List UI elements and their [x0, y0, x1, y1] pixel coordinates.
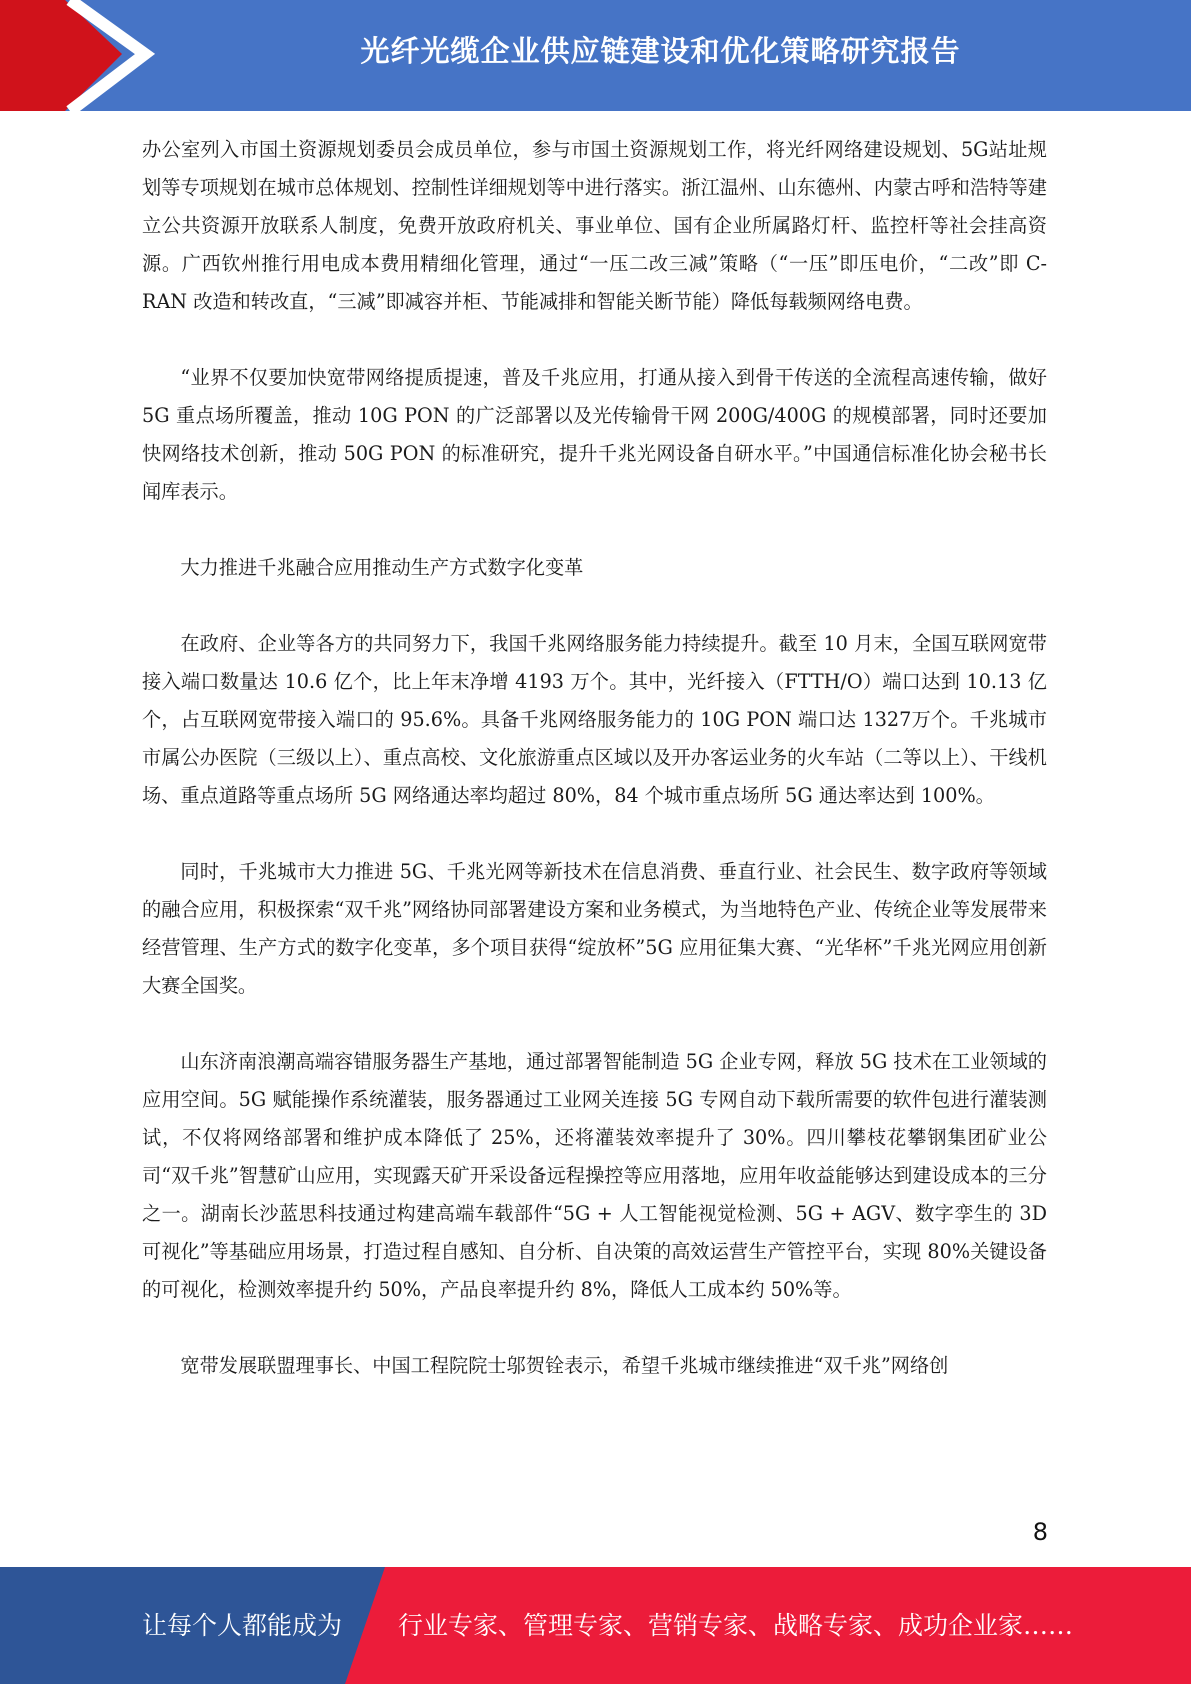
section-heading: 大力推进千兆融合应用推动生产方式数字化变革: [180, 556, 584, 579]
paragraph-quote: “业界不仅要加快宽带网络提质提速，普及千兆应用，打通从接入到骨干传送的全流程高速传输，做好 5G 重点场所覆盖，推动 10G PON 的广泛部署以及光传输骨干网 200G/400G 的规模部署，同时还要加快网络技术创新，推动 50G PON 的标准研究，提升千兆光网设备自研水平。”中国通信标准化协会秘书长闻库表示。: [142, 366, 1047, 503]
page-header: [0, 0, 1191, 111]
footer-slogan-right: 行业专家、管理专家、营销专家、战略专家、成功企业家……: [398, 1611, 1074, 1640]
paragraph-statistics: 在政府、企业等各方的共同努力下，我国千兆网络服务能力持续提升。截至 10 月末，全国互联网宽带接入端口数量达 10.6 亿个，比上年末净增 4193 万个。其中，光纤接入（FTTH/O）端口达到 10.13 亿个，占互联网宽带接入端口的 95.6%。具备千兆网络服务能力的 10G PON 端口达 1327万个。千兆城市市属公办医院（三级以上）、重点高校、文化旅游重点区域以及开办客运业务的火车站（二等以上）、干线机场、重点道路等重点场所 5G 网络通达率均超过 80%，84 个城市重点场所 5G 通达率达到 100%。: [142, 632, 1047, 807]
page-number: 8: [1032, 1518, 1048, 1546]
paragraph-case-studies: 山东济南浪潮高端容错服务器生产基地，通过部署智能制造 5G 企业专网，释放 5G 技术在工业领域的应用空间。5G 赋能操作系统灌装，服务器通过工业网关连接 5G 专网自动下载所需要的软件包进行灌装测试，不仅将网络部署和维护成本降低了 25%，还将灌装效率提升了 30%。四川攀枝花攀钢集团矿业公司“双千兆”智慧矿山应用，实现露天矿开采设备远程操控等应用落地，应用年收益能够达到建设成本的三分之一。湖南长沙蓝思科技通过构建高端车载部件“5G + 人工智能视觉检测、5G + AGV、数字孪生的 3D 可视化”等基础应用场景，打造过程自感知、自分析、自决策的高效运营生产管控平台，实现 80%关键设备的可视化，检测效率提升约 50%，产品良率提升约 8%，降低人工成本约 50%等。: [142, 1050, 1047, 1301]
document-body: [142, 131, 1047, 1423]
paragraph-continuation: 办公室列入市国土资源规划委员会成员单位，参与市国土资源规划工作，将光纤网络建设规划、5G站址规划等专项规划在城市总体规划、控制性详细规划等中进行落实。浙江温州、山东德州、内蒙古呼和浩特等建立公共资源开放联系人制度，免费开放政府机关、事业单位、国有企业所属路灯杆、监控杆等社会挂高资源。广西钦州推行用电成本费用精细化管理，通过“一压二改三减”策略（“一压”即压电价，“二改”即 C-RAN 改造和转改直，“三减”即减容并柜、节能减排和智能关断节能）降低每载频网络电费。: [142, 138, 1047, 313]
page-footer: [0, 1567, 1191, 1684]
footer-slogan-left: 让每个人都能成为: [142, 1611, 343, 1640]
paragraph-applications: 同时，千兆城市大力推进 5G、千兆光网等新技术在信息消费、垂直行业、社会民生、数字政府等领域的融合应用，积极探索“双千兆”网络协同部署建设方案和业务模式，为当地特色产业、传统企业等发展带来经营管理、生产方式的数字化变革，多个项目获得“绽放杯”5G 应用征集大赛、“光华杯”千兆光网应用创新大赛全国奖。: [142, 860, 1047, 997]
report-title: 光纤光缆企业供应链建设和优化策略研究报告: [360, 34, 961, 68]
paragraph-closing: 宽带发展联盟理事长、中国工程院院士邬贺铨表示，希望千兆城市继续推进“双千兆”网络创: [180, 1354, 949, 1377]
